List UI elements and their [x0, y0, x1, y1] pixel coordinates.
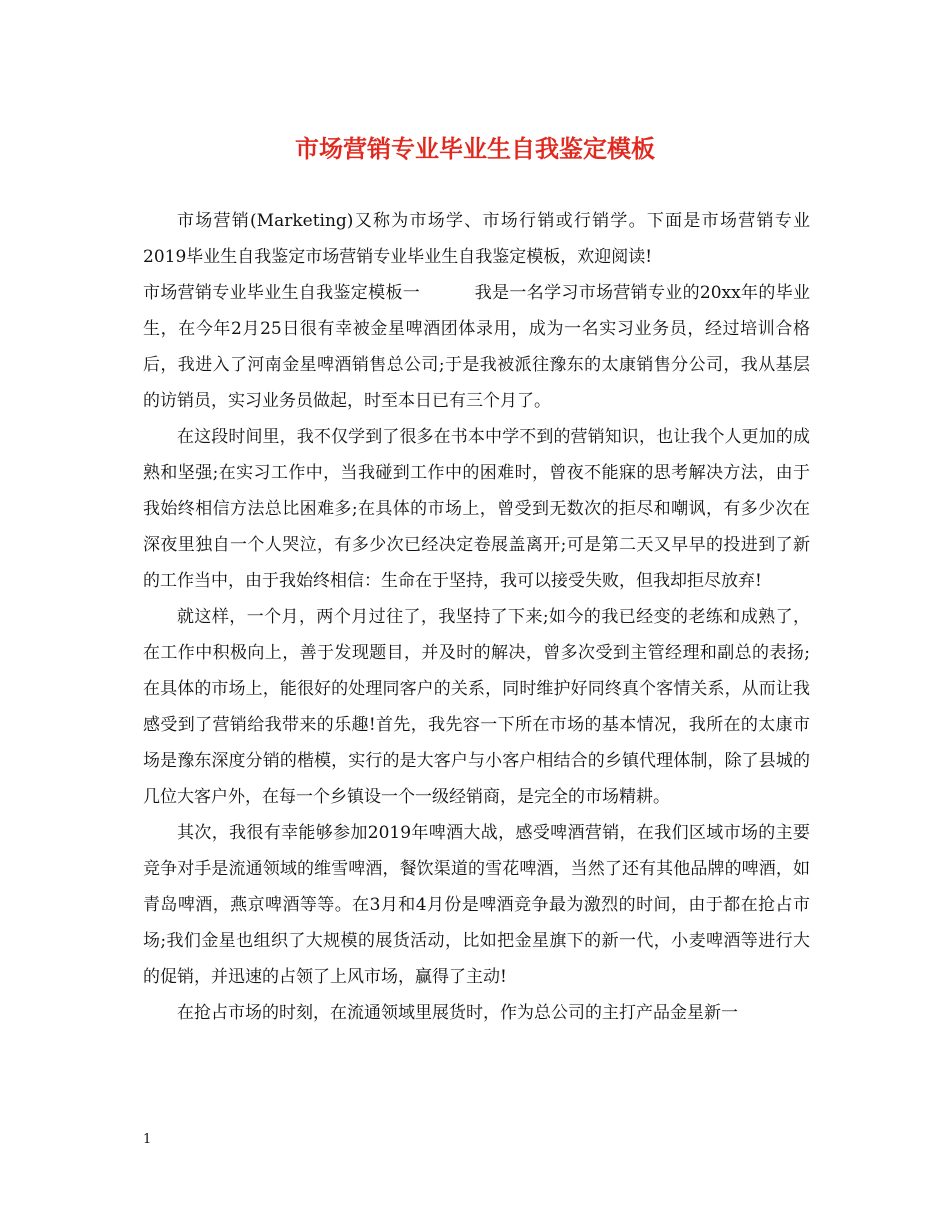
document-title: 市场营销专业毕业生自我鉴定模板 [295, 134, 655, 163]
intro-paragraph: 市场营销(Marketing)又称为市场学、市场行销或行销学。下面是市场营销专业2019毕业生自我鉴定市场营销专业毕业生自我鉴定模板，欢迎阅读! [143, 211, 810, 267]
body-paragraph: 在抢占市场的时刻，在流通领域里展货时，作为总公司的主打产品金星新一 [177, 1003, 738, 1023]
page-number: 1 [143, 1132, 152, 1147]
section-paragraph [143, 275, 810, 419]
section-heading: 市场营销专业毕业生自我鉴定模板一 [143, 283, 421, 303]
section-first-text: 我是一名学习市场营销专业的20xx年的毕业生，在今年2月25日很有幸被金星啤酒团体录用，成为一名实习业务员，经过培训合格后，我进入了河南金星啤酒销售总公司;于是我被派往豫东的太康销售分公司，我从基层的访销员，实习业务员做起，时至本日已有三个月了。 [143, 283, 811, 411]
body-paragraph: 就这样，一个月，两个月过往了，我坚持了下来;如今的我已经变的老练和成熟了，在工作中积极向上，善于发现题目，并及时的解决，曾多次受到主管经理和副总的表扬;在具体的市场上，能很好的处理同客户的关系，同时维护好同终真个客情关系，从而让我感受到了营销给我带来的乐趣!首先，我先容一下所在市场的基本情况，我所在的太康市场是豫东深度分销的楷模，实行的是大客户与小客户相结合的乡镇代理体制，除了县城的几位大客户外，在每一个乡镇设一个一级经销商，是完全的市场精耕。 [143, 607, 810, 807]
body-paragraph: 在这段时间里，我不仅学到了很多在书本中学不到的营销知识，也让我个人更加的成熟和坚强;在实习工作中，当我碰到工作中的困难时，曾夜不能寐的思考解决方法，由于我始终相信方法总比困难多;在具体的市场上，曾受到无数次的拒尽和嘲讽，有多少次在深夜里独自一个人哭泣，有多少次已经决定卷展盖离开;可是第二天又早早的投进到了新的工作当中，由于我始终相信：生命在于坚持，我可以接受失败，但我却拒尽放弃! [143, 427, 810, 591]
document-body [143, 203, 810, 1031]
body-paragraph: 其次，我很有幸能够参加2019年啤酒大战，感受啤酒营销，在我们区域市场的主要竞争对手是流通领域的维雪啤酒，餐饮渠道的雪花啤酒，当然了还有其他品牌的啤酒，如青岛啤酒，燕京啤酒等等。在3月和4月份是啤酒竞争最为激烈的时间，由于都在抢占市场;我们金星也组织了大规模的展货活动，比如把金星旗下的新一代，小麦啤酒等进行大的促销，并迅速的占领了上风市场，赢得了主动! [143, 823, 810, 987]
